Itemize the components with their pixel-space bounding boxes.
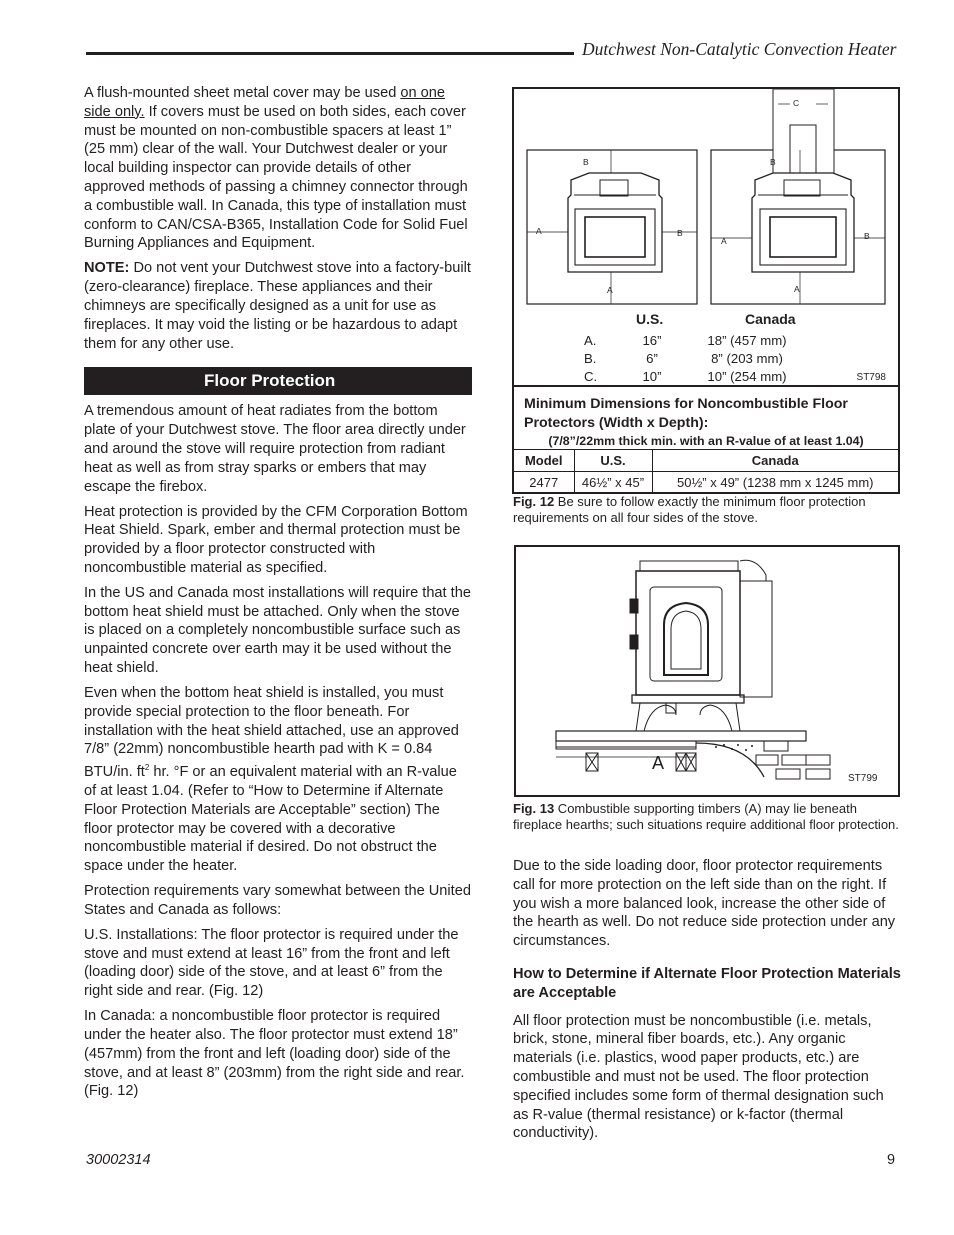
right-column — [513, 857, 901, 1149]
fig12-ca-label-b-right: B — [864, 231, 870, 241]
stove-hearth-illustration — [516, 547, 898, 795]
paragraph-us-installations: U.S. Installations: The floor protector is required under the stove and must extend at least 16” from the front and left (loading door) side of the stove, and at least 6” from the right side and rear. (Fig. 12) — [84, 926, 459, 1000]
fig12-caption: Fig. 12 Be sure to follow exactly the minimum floor protection requirements on all four sides of the stove. — [513, 494, 866, 526]
figure-13 — [514, 545, 900, 797]
paragraph-canada-installations: In Canada: a noncombustible floor protector is required under the heater also. The floor protector must extend 18” (457mm) from the front and left (loading door) side of the stove, and at least 8” (203mm) from the right side and rear. (Fig. 12) — [84, 1008, 465, 1100]
table-row: 2477 46½” x 45” 50½” x 49” (1238 mm x 1245 mm) — [514, 472, 898, 494]
paragraph-noncombustible: All floor protection must be noncombustible (i.e. metals, brick, stone, mineral fiber boards, etc.). Any organic materials (i.e. plastics, wood paper products, etc.) are combustible and must not be used. The floor protection specified includes some form of thermal designation such as R-value (thermal resistance) or k-factor (thermal conductivity). — [513, 1012, 884, 1142]
paragraph-heat-shield: Heat protection is provided by the CFM Corporation Bottom Heat Shield. Spark, ember and thermal protection must be provided by a floor protector constructed with noncombustible material as specified. — [84, 503, 468, 576]
footer-doc-number: 30002314 — [86, 1152, 151, 1168]
fig12-ca-label-a: A — [721, 236, 727, 246]
fig12-min-title: Minimum Dimensions for Noncombustible Floor Protectors (Width x Depth): — [524, 396, 848, 431]
paragraph-requirements-vary: Protection requirements vary somewhat between the United States and Canada as follows: — [84, 883, 471, 918]
fig12-col-canada: Canada — [745, 311, 796, 327]
left-column — [84, 84, 472, 1107]
paragraph-hearth-pad: Even when the bottom heat shield is installed, you must provide special protection to the floor beneath. For installation with the heat shield attached, use an approved 7/8” (22mm) noncombustible hearth pad with K = 0.84 BTU/in. $ft^2$ hr. °F or an equivalent material with an R-value of at least 1.04. (Refer to “How to Determine if Alternate Floor Protection Materials are Acceptable” section) The floor protector may be covered with a decorative noncombustible material if desired. Do not obstruct the space under the heater. — [84, 685, 459, 875]
fig12-col-us: U.S. — [636, 311, 664, 327]
floor-protector-diagram — [514, 89, 898, 313]
paragraph-side-loading: Due to the side loading door, floor protector requirements call for more protection on the left side than on the right. If you wish a more balanced look, increase the other side of the hearth as well. Do not reduce side protection under any circumstances. — [513, 858, 896, 950]
fig12-min-subtitle: (7/8”/22mm thick min. with an R-value of at least 1.04) — [548, 434, 864, 448]
heading-alternate-materials: How to Determine if Alternate Floor Protection Materials are Acceptable — [513, 965, 901, 1001]
fig13-label-a: A — [652, 753, 665, 773]
paragraph-radiant-heat: A tremendous amount of heat radiates from the bottom plate of your Dutchwest stove. The floor area directly under and around the stove will require protection from radiant heat as well as from stray sparks or embers that may escape the firebox. — [84, 403, 466, 495]
running-header-title: Dutchwest Non-Catalytic Convection Heater — [582, 39, 897, 59]
fig12-label-c: C — [793, 98, 800, 108]
fig12-ca-label-a-bottom: A — [794, 284, 800, 294]
paragraph-note: NOTE: Do not vent your Dutchwest stove into a factory-built (zero-clearance) fireplace. These appliances and their chimneys are specifically designed as a unit for use as fireplaces. It may void the listing or be hazardous to adapt them for any other use. — [84, 260, 471, 352]
fig12-code: ST798 — [856, 372, 886, 383]
fig12-us-label-b-right: B — [677, 228, 683, 238]
note-label: NOTE: — [84, 260, 130, 277]
footer-page-number: 9 — [887, 1152, 896, 1168]
section-heading-floor-protection: Floor Protection — [84, 367, 472, 395]
fig13-caption: Fig. 13 Combustible supporting timbers (A) may lie beneath fireplace hearths; such situations require additional floor protection. — [513, 801, 899, 833]
fig12-model-table — [514, 449, 898, 494]
fig12-row-b: B. 6” 8” (203 mm) — [584, 351, 783, 366]
fig13-code: ST799 — [848, 773, 878, 784]
fig12-us-label-b-top: B — [583, 157, 589, 167]
paragraph-us-canada-shield: In the US and Canada most installations will require that the bottom heat shield must be attached. Only when the stove is placed on a completely noncombustible surface such as unpainted concrete over earth may it be used without the heat shield. — [84, 584, 471, 677]
fig12-ca-label-b-top: B — [770, 157, 776, 167]
fig12-us-label-a-bottom: A — [607, 285, 613, 295]
header-rule — [86, 52, 574, 55]
fig12-us-label-a: A — [536, 226, 542, 236]
paragraph-chimney-cover: A flush-mounted sheet metal cover may be used on one side only. If covers must be used on both sides, each cover must be mounted on non-combustible spacers at least 1” (25 mm) clear of the wall. Your Dutchwest dealer or your local building inspector can provide details of other approved methods of passing a chimney connector through a combustible wall. In Canada, this type of installation must conform to CAN/CSA-B365, Installation Code for Solid Fuel Burning Appliances and Equipment. — [84, 85, 468, 252]
fig12-row-c: C. 10” 10” (254 mm) — [584, 369, 787, 384]
underline-one-side: on one side only. — [84, 85, 446, 120]
fig12-min-dimensions-box — [514, 385, 898, 449]
figure-12 — [512, 87, 900, 494]
table-header-row: Model U.S. Canada — [514, 450, 898, 472]
fig12-row-a: A. 16” 18” (457 mm) — [584, 333, 787, 348]
